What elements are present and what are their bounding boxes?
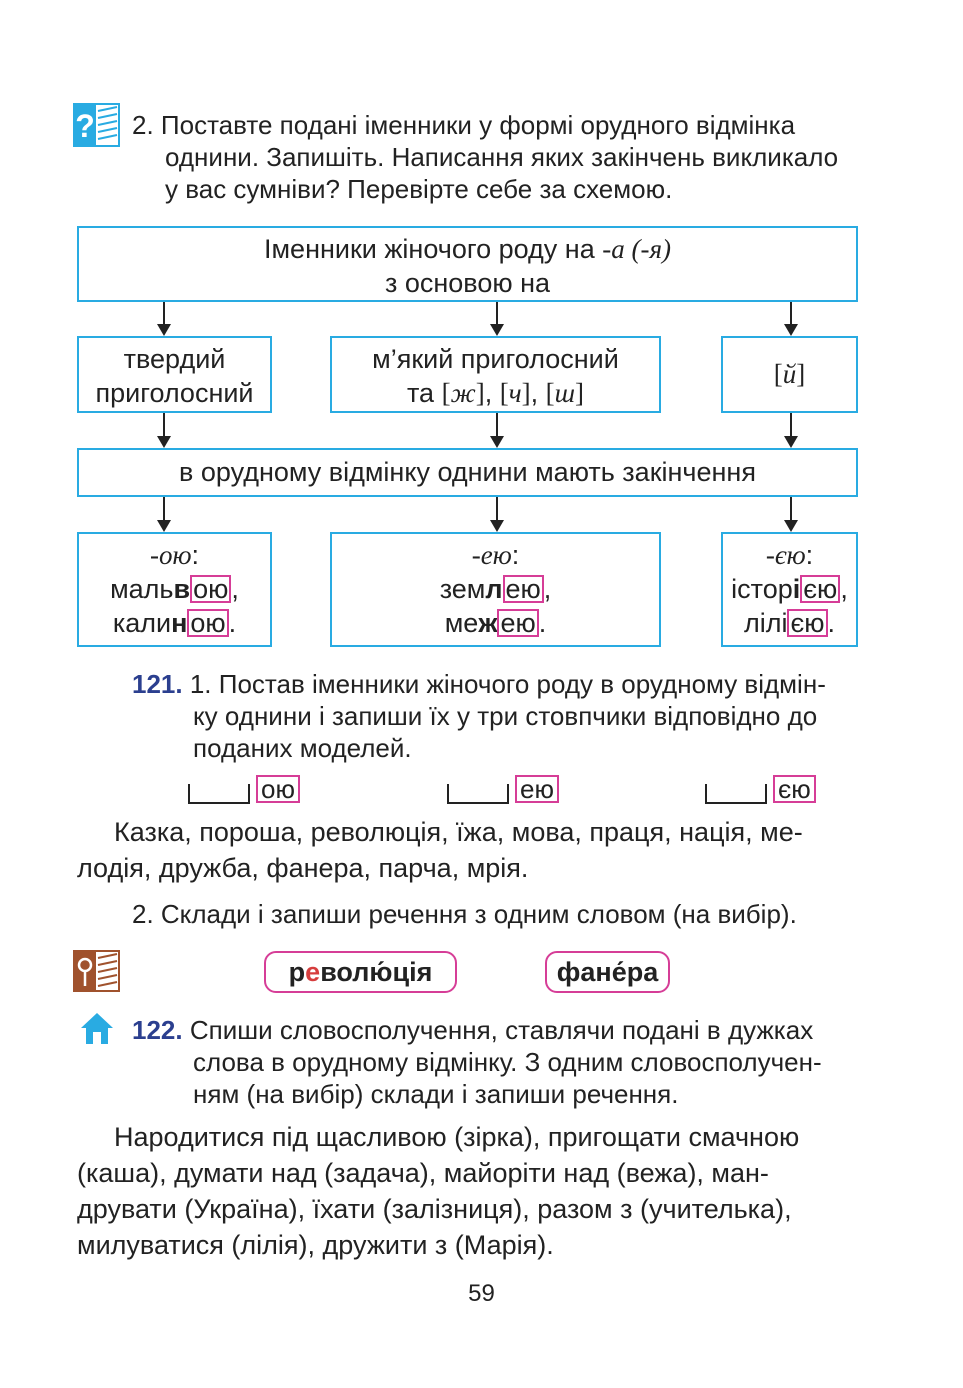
colon: :	[191, 540, 200, 570]
word-ending: ею	[503, 575, 544, 603]
sep: ,	[484, 378, 500, 408]
arrow-down-icon	[496, 497, 498, 530]
word-stem: лілі	[743, 608, 788, 638]
colon: :	[805, 540, 814, 570]
stem-bracket	[188, 784, 250, 804]
word-letter: н	[171, 608, 188, 638]
scheme-top-line2: з основою на	[384, 268, 551, 298]
ending-label: -єю	[765, 540, 806, 570]
scheme-middle-box	[77, 448, 858, 497]
word-letter: в	[173, 574, 191, 604]
card-part: волю	[320, 957, 393, 987]
exercise-number: 122.	[132, 1015, 183, 1045]
ending-yeyu-box	[721, 532, 858, 647]
word-letter: ж	[478, 608, 498, 638]
word-ending: єю	[787, 609, 827, 637]
model-eyu	[447, 775, 559, 804]
arrow-down-icon	[790, 413, 792, 446]
soft-consonant-l1: м’який приголосний	[372, 344, 619, 374]
task2-text	[132, 109, 872, 205]
hard-consonant-l1: твердий	[123, 344, 226, 374]
word-card-fanera	[545, 951, 670, 993]
card-part: р	[288, 957, 306, 987]
arrow-down-icon	[163, 302, 165, 334]
arrow-down-icon	[790, 497, 792, 530]
word-ending: ою	[190, 575, 231, 603]
word-stem: кали	[112, 608, 172, 638]
phrases-line2: (каша), думати над (задача), майоріти над (вежа), ман-	[77, 1158, 769, 1188]
ex121-line3: поданих моделей.	[193, 733, 412, 763]
sep: ,	[530, 378, 546, 408]
phrases-line3: друвати (Україна), їхати (залізниця), разом з (учителька),	[77, 1194, 792, 1224]
arrow-down-icon	[163, 497, 165, 530]
ex121-task2: 2. Склади і запиши речення з одним словом (на вибір).	[132, 899, 797, 929]
ex122-line1: Спиши словосполучення, ставлячи подані в дужках	[189, 1015, 814, 1045]
word-letter: л	[485, 574, 503, 604]
model-ending: ею	[515, 775, 559, 803]
ex122-line2: слова в орудному відмінку. З одним словосполучен-	[193, 1047, 822, 1077]
ex121-line2: ку однини і запиши їх у три стовпчики відповідно до	[193, 701, 818, 731]
punct: ,	[840, 574, 848, 604]
ex121-words	[77, 814, 867, 886]
words-line2: лодія, дружба, фанера, парча, мрія.	[77, 853, 529, 883]
card-part: фане	[556, 957, 627, 987]
scheme-top-ending: -а (-я)	[602, 234, 672, 264]
model-oyu	[188, 775, 300, 804]
soft-consonant-pre: та	[406, 378, 442, 408]
ex122-phrases	[77, 1119, 867, 1263]
question-book-icon	[73, 103, 120, 147]
sound-sh: [ш]	[545, 378, 585, 408]
punct: ,	[543, 574, 552, 604]
words-line1: Казка, пороша, революція, їжа, мова, праця, нація, ме-	[114, 817, 803, 847]
scheme-top-text: Іменники жіночого роду на	[263, 234, 603, 264]
scheme-middle-text: в орудному відмінку однини мають закінчення	[179, 457, 756, 487]
phrases-line1: Народитися під щасливою (зірка), пригощати смачною	[114, 1122, 800, 1152]
scheme-soft-consonant-box	[330, 336, 661, 413]
word-letter: і	[792, 574, 801, 604]
card-part: ра	[626, 957, 659, 987]
card-letter-highlight: е	[305, 957, 321, 987]
page-number: 59	[468, 1280, 495, 1307]
ex122-line3: ням (на вибір) склади і запиши речення.	[193, 1079, 679, 1109]
punct: .	[538, 608, 547, 638]
arrow-down-icon	[496, 413, 498, 446]
model-yeyu	[705, 775, 816, 804]
sound-zh: [ж]	[441, 378, 485, 408]
sound-j: [й]	[773, 359, 806, 389]
punct: .	[827, 608, 836, 638]
task2-line1: Поставте подані іменники у формі орудного відмінка	[160, 110, 796, 140]
punct: ,	[231, 574, 239, 604]
punct: .	[228, 608, 237, 638]
home-icon	[79, 1011, 115, 1045]
exercise-number: 121.	[132, 669, 183, 699]
stem-bracket	[447, 784, 509, 804]
exercise-122	[132, 1014, 872, 1110]
task2-number: 2.	[132, 110, 154, 140]
reading-book-icon	[73, 950, 120, 992]
scheme-j-box	[721, 336, 858, 413]
card-part: ція	[392, 957, 433, 987]
ending-label: -ою	[149, 540, 192, 570]
word-ending: єю	[800, 575, 840, 603]
ending-eyu-box	[330, 532, 661, 647]
ex121-line1: 1. Постав іменники жіночого роду в орудному відмін-	[189, 669, 826, 699]
word-stem: ме	[444, 608, 479, 638]
arrow-down-icon	[163, 413, 165, 446]
phrases-line4: милуватися (лілія), дружити з (Марія).	[77, 1230, 554, 1260]
word-card-revolutsiia	[264, 951, 457, 993]
stem-bracket	[705, 784, 767, 804]
scheme-top-box	[77, 226, 858, 302]
ending-oyu-box	[77, 532, 272, 647]
exercise-121	[132, 668, 872, 764]
task2-line2: однини. Запишіть. Написання яких закінчень викликало	[165, 142, 839, 172]
arrow-down-icon	[790, 302, 792, 334]
hard-consonant-l2: приголосний	[95, 378, 254, 408]
ending-label: -ею	[471, 540, 512, 570]
task2-line3: у вас сумніви? Перевірте себе за схемою.	[165, 174, 673, 204]
scheme-hard-consonant-box	[77, 336, 272, 413]
model-ending: єю	[773, 775, 816, 803]
word-ending: ою	[187, 609, 228, 637]
model-ending: ою	[256, 775, 300, 803]
colon: :	[511, 540, 520, 570]
word-stem: істор	[731, 574, 793, 604]
word-ending: ею	[497, 609, 538, 637]
word-stem: зем	[439, 574, 486, 604]
sound-ch: [ч]	[499, 378, 531, 408]
word-stem: маль	[110, 574, 174, 604]
arrow-down-icon	[496, 302, 498, 334]
svg-text:?: ?	[75, 108, 95, 144]
